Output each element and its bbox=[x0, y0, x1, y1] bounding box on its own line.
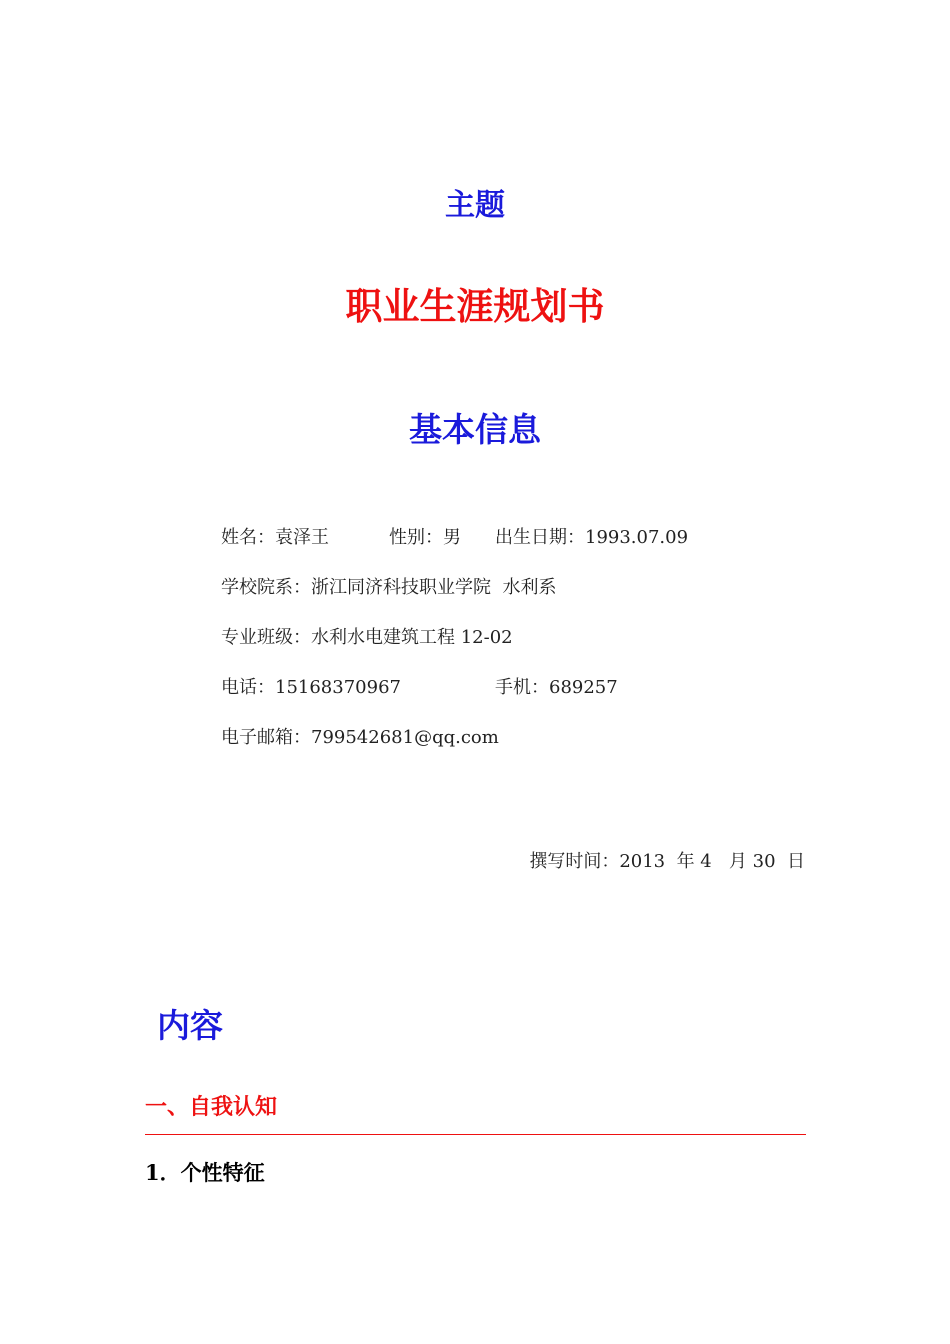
basic-info-heading: 基本信息 bbox=[409, 410, 541, 449]
phone-field bbox=[221, 673, 401, 699]
gender-value: 男 bbox=[443, 527, 461, 548]
major-label: 专业班级： bbox=[221, 627, 311, 648]
birth-field bbox=[495, 523, 688, 549]
major-field bbox=[221, 623, 513, 649]
gender-label: 性别： bbox=[389, 527, 443, 548]
name-label: 姓名： bbox=[221, 527, 275, 548]
school-label: 学校院系： bbox=[221, 577, 311, 598]
birth-value: 1993.07.09 bbox=[585, 527, 689, 548]
email-field bbox=[221, 723, 499, 749]
mobile-field bbox=[495, 673, 618, 699]
written-date: 撰写时间：2013 年 4 月 30 日 bbox=[529, 851, 805, 872]
theme-heading: 主题 bbox=[445, 188, 505, 223]
name-value: 袁泽王 bbox=[275, 527, 329, 548]
gender-field bbox=[389, 523, 461, 549]
mobile-label: 手机： bbox=[495, 677, 549, 698]
content-heading: 内容 bbox=[157, 1006, 223, 1045]
name-field bbox=[221, 523, 329, 549]
phone-label: 电话： bbox=[221, 677, 275, 698]
subsection-heading-personality: 1．个性特征 bbox=[145, 1160, 265, 1185]
section-divider bbox=[145, 1134, 806, 1135]
mobile-value: 689257 bbox=[549, 677, 618, 698]
phone-value: 15168370967 bbox=[275, 677, 401, 698]
section-heading-self-awareness: 一、自我认知 bbox=[145, 1095, 278, 1120]
email-label: 电子邮箱： bbox=[221, 727, 311, 748]
major-value: 水利水电建筑工程 12-02 bbox=[311, 627, 513, 648]
document-title: 职业生涯规划书 bbox=[345, 285, 605, 328]
school-field bbox=[221, 573, 556, 599]
birth-label: 出生日期： bbox=[495, 527, 585, 548]
school-value: 浙江同济科技职业学院 水利系 bbox=[311, 577, 557, 598]
email-value: 799542681@qq.com bbox=[311, 727, 499, 748]
